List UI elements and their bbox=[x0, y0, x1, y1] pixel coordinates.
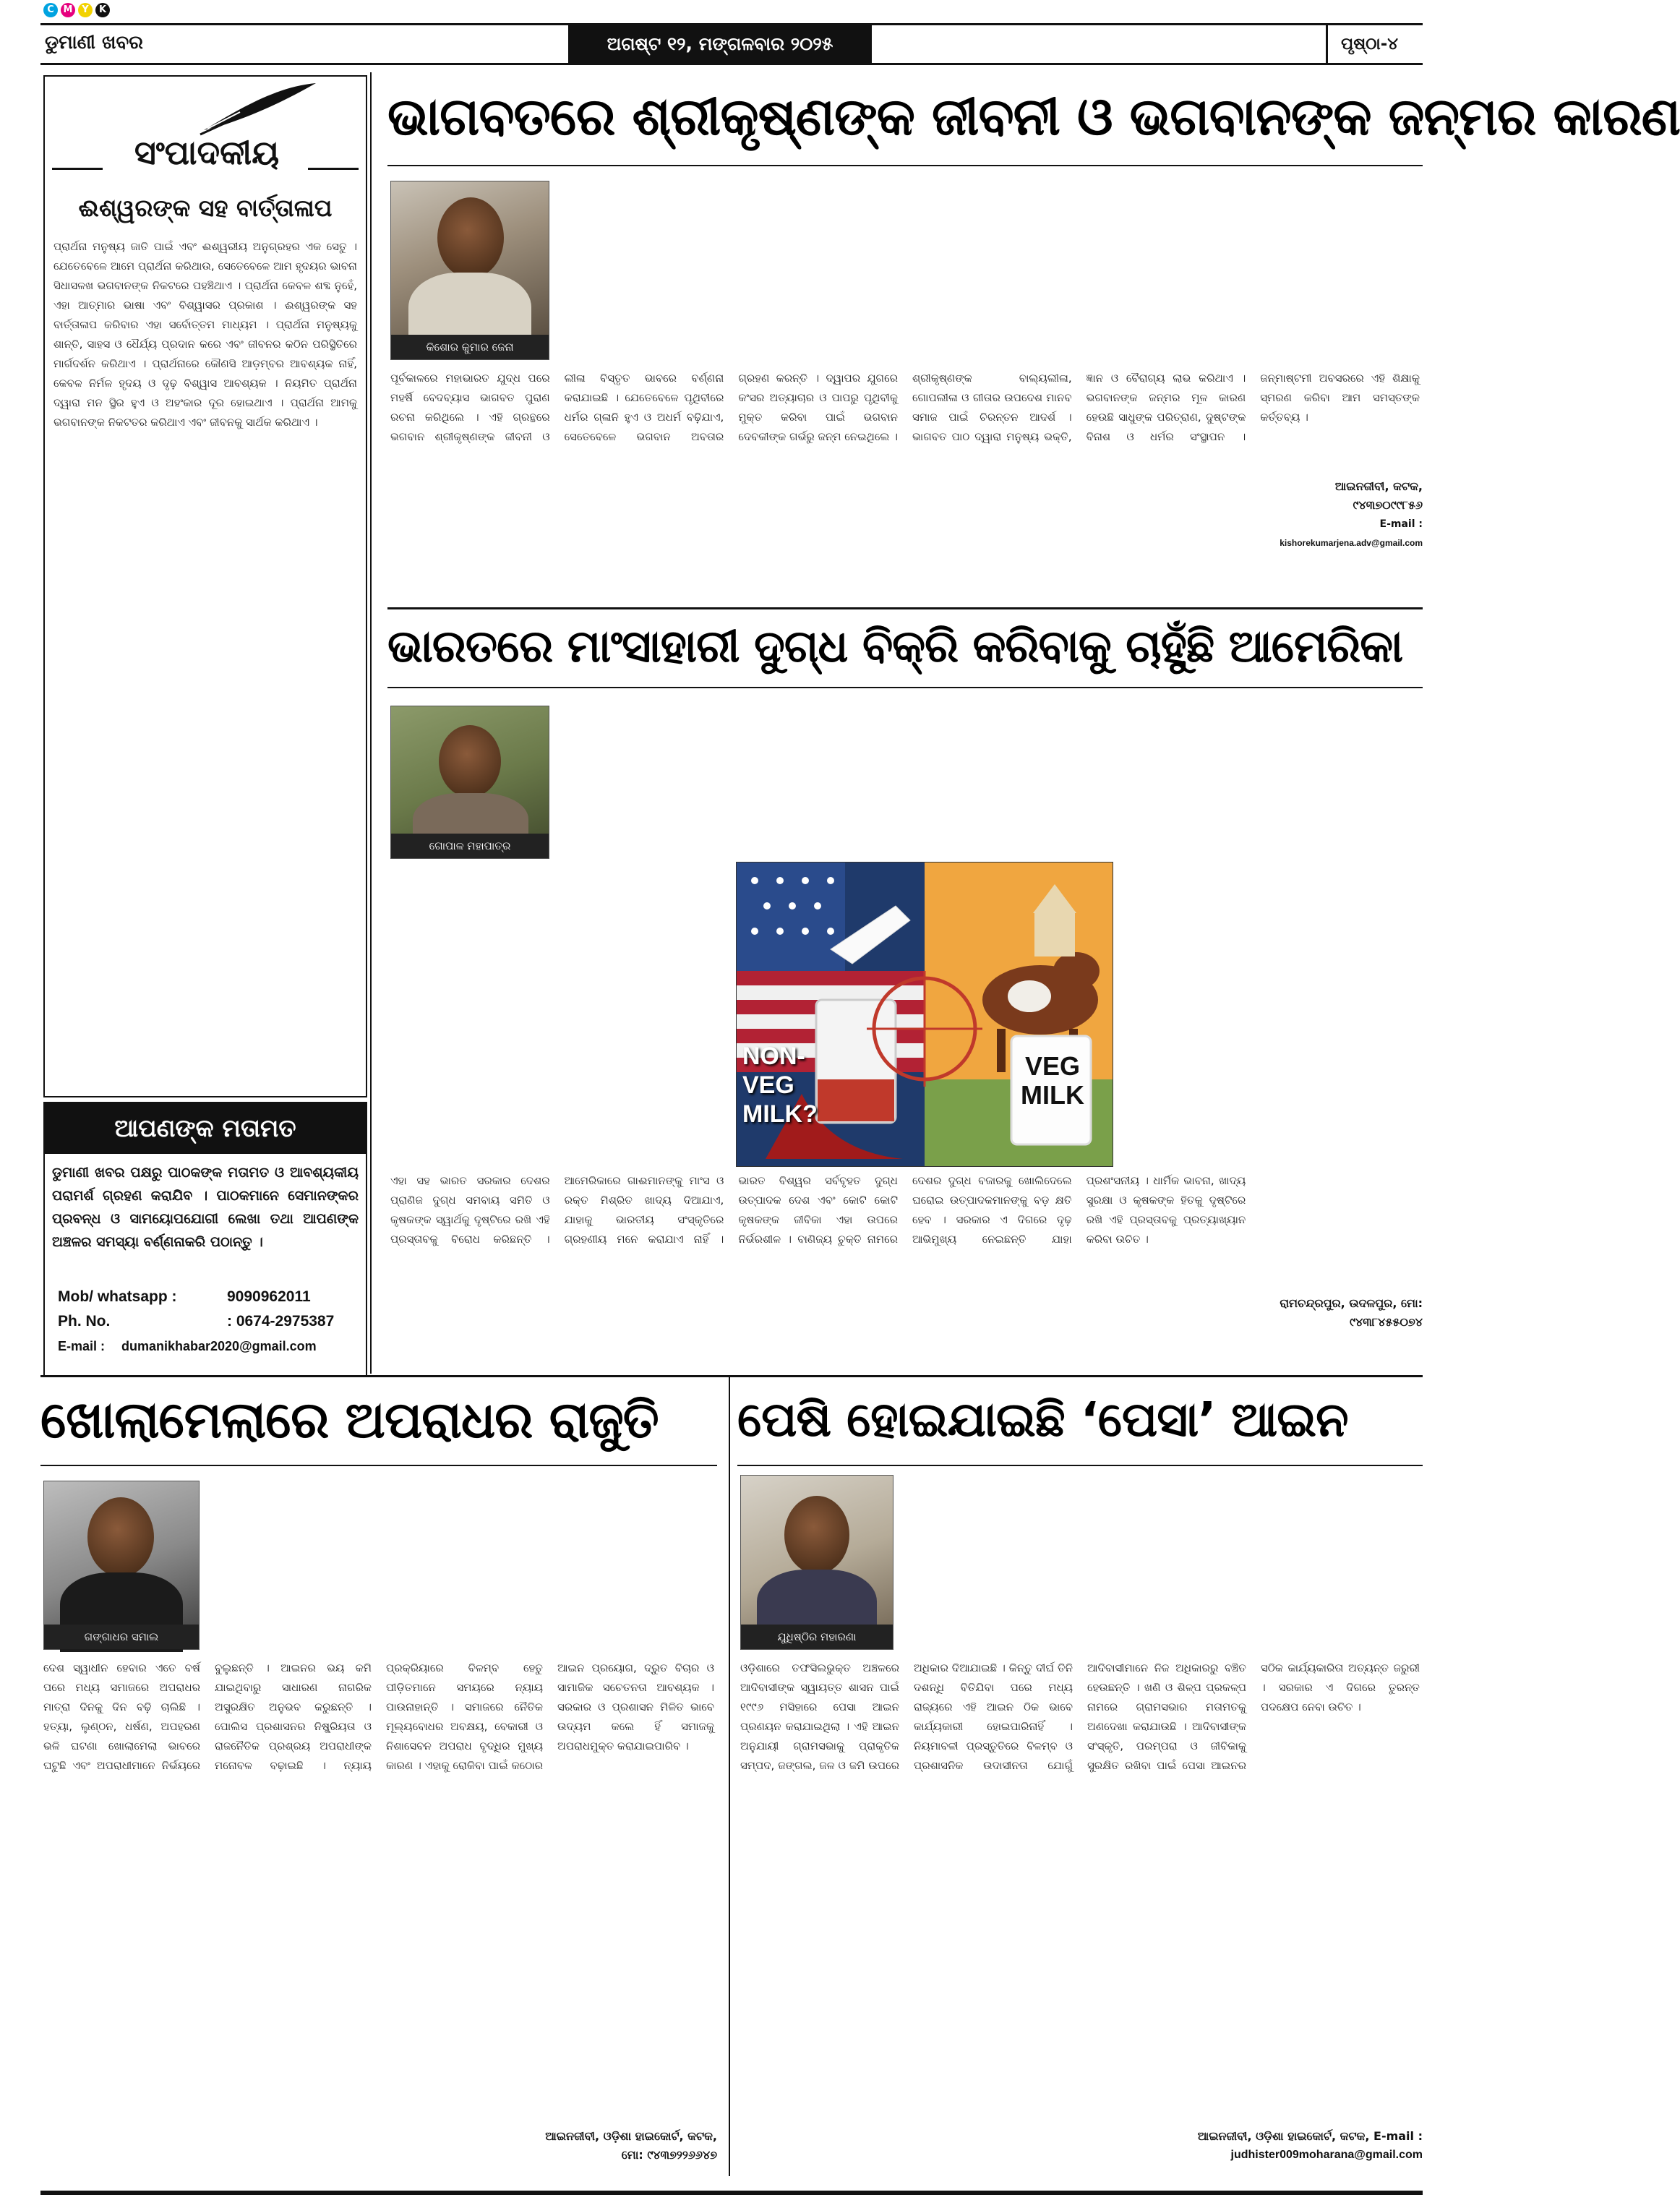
page-bottom-rule bbox=[40, 2191, 1423, 2195]
article1-signoff-email-label: E-mail : bbox=[1379, 518, 1423, 530]
article4-headline: ପେଷି ହୋଇଯାଇଛି ‘ପେସା’ ଆଇନ bbox=[737, 1392, 1348, 1447]
article3-signoff bbox=[445, 2127, 717, 2165]
article1-signoff-phone: ୯୪୩୭୦୯୯୮୫୬ bbox=[1353, 498, 1423, 512]
editorial-headline: ଈଶ୍ୱରଙ୍କ ସହ ବାର୍ତ୍ତାଳାପ bbox=[78, 194, 333, 222]
article3-photo bbox=[43, 1481, 200, 1650]
article1-photo-caption: କିଶୋର କୁମାର ଜେନା bbox=[391, 335, 549, 359]
article-pesa bbox=[737, 1375, 1423, 2176]
article3-signoff-place: ଆଇନଜୀବୀ, ଓଡ଼ିଶା ହାଇକୋର୍ଟ, କଟକ, bbox=[545, 2129, 717, 2143]
opinion-title-bar bbox=[45, 1103, 366, 1154]
article1-signoff-place: ଆଇନଜୀବୀ, କଟକ, bbox=[1334, 479, 1423, 493]
article4-photo-caption: ଯୁଧିଷ୍ଠିର ମହାରଣା bbox=[741, 1625, 893, 1649]
reg-mark-c: C bbox=[43, 3, 58, 17]
article1-body: ପୂର୍ବକାଳରେ ମହାଭାରତ ଯୁଦ୍ଧ ପରେ ମହର୍ଷି ବେଦବ୍ୟାସ ଭାଗବତ ପୁରାଣ ରଚନା କରିଥିଲେ । ଏହି ଗ୍ରନ୍ଥରେ ଭଗବାନ ଶ୍ରୀକୃଷ୍ଣଙ୍କ ଜୀବନୀ ଓ ଲୀଳା ବିସ୍ତୃତ ଭାବରେ ବର୍ଣ୍ଣନା କରାଯାଇଛି । ଯେତେବେଳେ ପୃଥିବୀରେ ଧର୍ମର ଗ୍ଳାନି ହୁଏ ଓ ଅଧର୍ମ ବଢ଼ିଯାଏ, ସେତେବେଳେ ଭଗବାନ ଅବତାର ଗ୍ରହଣ କରନ୍ତି । ଦ୍ୱାପର ଯୁଗରେ କଂସର ଅତ୍ୟାଚାର ଓ ପାପରୁ ପୃଥିବୀକୁ ମୁକ୍ତ କରିବା ପାଇଁ ଭଗବାନ ଦେବକୀଙ୍କ ଗର୍ଭରୁ ଜନ୍ମ ନେଇଥିଲେ । ଶ୍ରୀକୃଷ୍ଣଙ୍କ ବାଲ୍ୟଲୀଳା, ଗୋପଲୀଳା ଓ ଗୀତାର ଉପଦେଶ ମାନବ ସମାଜ ପାଇଁ ଚିରନ୍ତନ ଆଦର୍ଶ । ଭାଗବତ ପାଠ ଦ୍ୱାରା ମନୁଷ୍ୟ ଭକ୍ତି, ଜ୍ଞାନ ଓ ବୈରାଗ୍ୟ ଲାଭ କରିଥାଏ । ଭଗବାନଙ୍କ ଜନ୍ମର ମୂଳ କାରଣ ହେଉଛି ସାଧୁଙ୍କ ପରିତ୍ରାଣ, ଦୁଷ୍ଟଙ୍କ ବିନାଶ ଓ ଧର୍ମର ସଂସ୍ଥାପନ । ଜନ୍ମାଷ୍ଟମୀ ଅବସରରେ ଏହି ଶିକ୍ଷାକୁ ସ୍ମରଣ କରିବା ଆମ ସମସ୍ତଙ୍କ କର୍ତ୍ତବ୍ୟ । bbox=[390, 372, 1423, 443]
article4-photo bbox=[740, 1475, 893, 1650]
article1-photo bbox=[390, 181, 549, 360]
date-banner bbox=[568, 25, 872, 63]
email-value: dumanikhabar2020@gmail.com bbox=[121, 1339, 317, 1353]
article2-headline: ଭାରତରେ ମାଂସାହାରୀ ଦୁଗ୍ଧ ବିକ୍ରି କରିବାକୁ ଚାହୁଁଛି ଆମେରିକା bbox=[387, 620, 1403, 672]
mob-label: Mob/ whatsapp : bbox=[58, 1288, 177, 1305]
reg-mark-k: K bbox=[95, 3, 110, 17]
opinion-box bbox=[43, 1102, 367, 1377]
article-bhagavata bbox=[387, 72, 1680, 607]
article3-signoff-phone: ମୋ: ୯୪୩୭୨୨୬୬୪୭ bbox=[621, 2148, 717, 2162]
reg-mark-m: M bbox=[61, 3, 75, 17]
paper-name: ଡୁମାଣୀ ଖବର bbox=[45, 32, 143, 53]
editorial-column bbox=[40, 72, 374, 1374]
non-veg-milk-label: NON-VEG MILK? bbox=[742, 1043, 818, 1128]
article3-headline: ଖୋଲାମେଲାରେ ଅପରାଧର ରାଜୁତି bbox=[40, 1390, 659, 1450]
article-milk bbox=[387, 607, 1423, 1359]
editorial-box bbox=[43, 75, 367, 1097]
article2-body: ଏହା ସହ ଭାରତ ସରକାର ଦେଶର ପ୍ରାଣିଜ ଦୁଗ୍ଧ ସମବାୟ ସମିତି ଓ କୃଷକଙ୍କ ସ୍ୱାର୍ଥକୁ ଦୃଷ୍ଟିରେ ରଖି ଏହି ପ୍ରସ୍ତାବକୁ ବିରୋଧ କରିଛନ୍ତି । ଆମେରିକାରେ ଗାଈମାନଙ୍କୁ ମାଂସ ଓ ରକ୍ତ ମିଶ୍ରିତ ଖାଦ୍ୟ ଦିଆଯାଏ, ଯାହାକୁ ଭାରତୀୟ ସଂସ୍କୃତିରେ ଗ୍ରହଣୀୟ ମନେ କରାଯାଏ ନାହିଁ । ଭାରତ ବିଶ୍ୱର ସର୍ବବୃହତ ଦୁଗ୍ଧ ଉତ୍ପାଦକ ଦେଶ ଏବଂ କୋଟି କୋଟି କୃଷକଙ୍କ ଜୀବିକା ଏହା ଉପରେ ନିର୍ଭରଶୀଳ । ବାଣିଜ୍ୟ ଚୁକ୍ତି ନାମରେ ଦେଶର ଦୁଗ୍ଧ ବଜାରକୁ ଖୋଲିଦେଲେ ଘରୋଇ ଉତ୍ପାଦକମାନଙ୍କୁ ବଡ଼ କ୍ଷତି ହେବ । ସରକାର ଏ ଦିଗରେ ଦୃଢ଼ ଆଭିମୁଖ୍ୟ ନେଇଛନ୍ତି ଯାହା ପ୍ରଶଂସନୀୟ । ଧାର୍ମିକ ଭାବନା, ଖାଦ୍ୟ ସୁରକ୍ଷା ଓ କୃଷକଙ୍କ ହିତକୁ ଦୃଷ୍ଟିରେ ରଖି ଏହି ପ୍ରସ୍ତାବକୁ ପ୍ରତ୍ୟାଖ୍ୟାନ କରିବା ଉଚିତ । bbox=[390, 1174, 1250, 1246]
quill-icon bbox=[197, 80, 320, 137]
article2-signoff-place: ରାମଚନ୍ଦ୍ରପୁର, ଉଦଳପୁର, ମୋ: bbox=[1280, 1296, 1423, 1310]
article3-photo-caption: ଗଙ୍ଗାଧର ସମାଲ bbox=[44, 1625, 199, 1649]
article3-body: ଦେଶ ସ୍ୱାଧୀନ ହେବାର ଏତେ ବର୍ଷ ପରେ ମଧ୍ୟ ସମାଜରେ ଅପରାଧର ମାତ୍ରା ଦିନକୁ ଦିନ ବଢ଼ି ଚାଲିଛି । ହତ୍ୟା, ଲୁଣ୍ଠନ, ଧର୍ଷଣ, ଅପହରଣ ଭଳି ଘଟଣା ଖୋଲାମେଲା ଭାବରେ ଘଟୁଛି ଏବଂ ଅପରାଧୀମାନେ ନିର୍ଭୟରେ ବୁଲୁଛନ୍ତି । ଆଇନର ଭୟ କମି ଯାଇଥିବାରୁ ସାଧାରଣ ନାଗରିକ ଅସୁରକ୍ଷିତ ଅନୁଭବ କରୁଛନ୍ତି । ପୋଲିସ ପ୍ରଶାସନର ନିଷ୍କ୍ରିୟତା ଓ ରାଜନୈତିକ ପ୍ରଶ୍ରୟ ଅପରାଧୀଙ୍କ ମନୋବଳ ବଢ଼ାଇଛି । ନ୍ୟାୟ ପ୍ରକ୍ରିୟାରେ ବିଳମ୍ବ ହେତୁ ପୀଡ଼ିତମାନେ ସମୟରେ ନ୍ୟାୟ ପାଉନାହାନ୍ତି । ସମାଜରେ ନୈତିକ ମୂଲ୍ୟବୋଧର ଅବକ୍ଷୟ, ବେକାରୀ ଓ ନିଶାସେବନ ଅପରାଧ ବୃଦ୍ଧିର ମୁଖ୍ୟ କାରଣ । ଏହାକୁ ରୋକିବା ପାଇଁ କଠୋର ଆଇନ ପ୍ରୟୋଗ, ଦ୍ରୁତ ବିଚାର ଓ ସାମାଜିକ ସଚେତନତା ଆବଶ୍ୟକ । ସରକାର ଓ ପ୍ରଶାସନ ମିଳିତ ଭାବେ ଉଦ୍ୟମ କଲେ ହିଁ ସମାଜକୁ ଅପରାଧମୁକ୍ତ କରାଯାଇପାରିବ । bbox=[43, 1661, 718, 1772]
email-label: E-mail : bbox=[58, 1339, 106, 1353]
page-number: ପୃଷ୍ଠା-୪ bbox=[1341, 35, 1399, 53]
article2-signoff-phone: ୯୪୩୮୪୫୫୦୭୪ bbox=[1350, 1315, 1423, 1329]
editorial-label-rule-right bbox=[308, 168, 359, 170]
mob-value: 9090962011 bbox=[227, 1288, 311, 1305]
article-crime bbox=[40, 1375, 720, 2176]
phone-value: : 0674-2975387 bbox=[227, 1313, 335, 1330]
email-row bbox=[58, 1339, 361, 1354]
article2-signoff bbox=[1212, 1294, 1423, 1332]
opinion-title: ଆପଣଙ୍କ ମତାମତ bbox=[114, 1114, 296, 1143]
editorial-label: ସଂପାଦକୀୟ bbox=[134, 133, 280, 172]
page-header bbox=[40, 23, 1423, 65]
editorial-label-rule-left bbox=[52, 168, 103, 170]
article4-signoff bbox=[1113, 2127, 1423, 2165]
article2-photo-caption: ଗୋପାଳ ମହାପାତ୍ର bbox=[391, 834, 549, 858]
registration-marks bbox=[43, 0, 123, 20]
article1-signoff-email: kishorekumarjena.adv@gmail.com bbox=[1280, 538, 1423, 548]
veg-milk-label: VEG MILK bbox=[1021, 1051, 1084, 1110]
phone-label: Ph. No. bbox=[58, 1313, 111, 1330]
date-line: ଅଗଷ୍ଟ ୧୨, ମଙ୍ଗଳବାର ୨୦୨୫ bbox=[607, 33, 833, 54]
opinion-text: ଡୁମାଣୀ ଖବର ପକ୍ଷରୁ ପାଠକଙ୍କ ମତାମତ ଓ ଆବଶ୍ୟକୀୟ ପରାମର୍ଶ ଗ୍ରହଣ କରାଯିବ । ପାଠକମାନେ ସେମାନଙ୍କର ପ୍ରବନ୍ଧ ଓ ସାମୟୋପଯୋଗୀ ଲେଖା ତଥା ଆପଣଙ୍କ ଅଞ୍ଚଳର ସମସ୍ୟା ବର୍ଣ୍ଣନାକରି ପଠାନ୍ତୁ । bbox=[52, 1165, 359, 1250]
article4-signoff-email: judhister009moharana@gmail.com bbox=[1230, 2149, 1423, 2161]
page-number-box bbox=[1326, 25, 1425, 63]
article1-signoff bbox=[1197, 477, 1423, 552]
article1-headline: ଭାଗବତରେ ଶ୍ରୀକୃଷ୍ଣଙ୍କ ଜୀବନୀ ଓ ଭଗବାନଙ୍କ ଜନ୍ମର କାରଣ bbox=[387, 86, 1680, 147]
editorial-body: ପ୍ରାର୍ଥନା ମନୁଷ୍ୟ ଜାତି ପାଇଁ ଏବଂ ଈଶ୍ୱରୀୟ ଅନୁଗ୍ରହର ଏକ ସେତୁ । ଯେତେବେଳେ ଆମେ ପ୍ରାର୍ଥନା କରିଥାଉ, ସେତେବେଳେ ଆମ ହୃଦୟର ଭାବନା ସିଧାସଳଖ ଭଗବାନଙ୍କ ନିକଟରେ ପହଞ୍ଚିଥାଏ । ପ୍ରାର୍ଥନା କେବଳ ଶବ୍ଦ ନୁହେଁ, ଏହା ଆତ୍ମାର ଭାଷା ଏବଂ ବିଶ୍ୱାସର ପ୍ରକାଶ । ଈଶ୍ୱରଙ୍କ ସହ ବାର୍ତ୍ତାଳାପ କରିବାର ଏହା ସର୍ବୋତ୍ତମ ମାଧ୍ୟମ । ପ୍ରାର୍ଥନା ମନୁଷ୍ୟକୁ ଶାନ୍ତି, ସାହସ ଓ ଧୈର୍ଯ୍ୟ ପ୍ରଦାନ କରେ ଏବଂ ଜୀବନର କଠିନ ପରିସ୍ଥିତିରେ ମାର୍ଗଦର୍ଶନ କରିଥାଏ । ପ୍ରାର୍ଥନାରେ କୌଣସି ଆଡ଼ମ୍ବର ଆବଶ୍ୟକ ନାହିଁ, କେବଳ ନିର୍ମଳ ହୃଦୟ ଓ ଦୃଢ଼ ବିଶ୍ୱାସ ଆବଶ୍ୟକ । ନିୟମିତ ପ୍ରାର୍ଥନା ଦ୍ୱାରା ମନ ସ୍ଥିର ହୁଏ ଓ ଅହଂକାର ଦୂର ହୋଇଥାଏ । ପ୍ରାର୍ଥନା ଆମକୁ ଭଗବାନଙ୍କ ନିକଟତର କରିଥାଏ ଏବଂ ଜୀବନକୁ ସାର୍ଥକ କରିଥାଏ । bbox=[53, 240, 361, 429]
reg-mark-y: Y bbox=[78, 3, 93, 17]
article2-photo bbox=[390, 706, 549, 859]
mob-row bbox=[58, 1288, 361, 1306]
article4-signoff-place: ଆଇନଜୀବୀ, ଓଡ଼ିଶା ହାଇକୋର୍ଟ, କଟକ, E-mail : bbox=[1197, 2129, 1423, 2143]
phone-row bbox=[58, 1313, 361, 1330]
article4-body: ଓଡ଼ିଶାରେ ତଫସିଲଭୁକ୍ତ ଅଞ୍ଚଳରେ ଆଦିବାସୀଙ୍କ ସ୍ୱାୟତ୍ତ ଶାସନ ପାଇଁ ୧୯୯୬ ମସିହାରେ ପେସା ଆଇନ ପ୍ରଣୟନ କରାଯାଇଥିଲା । ଏହି ଆଇନ ଅନୁଯାୟୀ ଗ୍ରାମସଭାକୁ ପ୍ରାକୃତିକ ସମ୍ପଦ, ଜଙ୍ଗଲ, ଜଳ ଓ ଜମି ଉପରେ ଅଧିକାର ଦିଆଯାଇଛି । କିନ୍ତୁ ଦୀର୍ଘ ତିନି ଦଶନ୍ଧି ବିତିଯିବା ପରେ ମଧ୍ୟ ରାଜ୍ୟରେ ଏହି ଆଇନ ଠିକ ଭାବେ କାର୍ଯ୍ୟକାରୀ ହୋଇପାରିନାହିଁ । ନିୟମାବଳୀ ପ୍ରସ୍ତୁତିରେ ବିଳମ୍ବ ଓ ପ୍ରଶାସନିକ ଉଦାସୀନତା ଯୋଗୁଁ ଆଦିବାସୀମାନେ ନିଜ ଅଧିକାରରୁ ବଞ୍ଚିତ ହେଉଛନ୍ତି । ଖଣି ଓ ଶିଳ୍ପ ପ୍ରକଳ୍ପ ନାମରେ ଗ୍ରାମସଭାର ମତାମତକୁ ଅଣଦେଖା କରାଯାଉଛି । ଆଦିବାସୀଙ୍କ ସଂସ୍କୃତି, ପରମ୍ପରା ଓ ଜୀବିକାକୁ ସୁରକ୍ଷିତ ରଖିବା ପାଇଁ ପେସା ଆଇନର ସଠିକ କାର୍ଯ୍ୟକାରିତା ଅତ୍ୟନ୍ତ ଜରୁରୀ । ସରକାର ଏ ଦିଗରେ ତୁରନ୍ତ ପଦକ୍ଷେପ ନେବା ଉଚିତ । bbox=[740, 1661, 1423, 1772]
milk-illustration bbox=[736, 862, 1113, 1167]
